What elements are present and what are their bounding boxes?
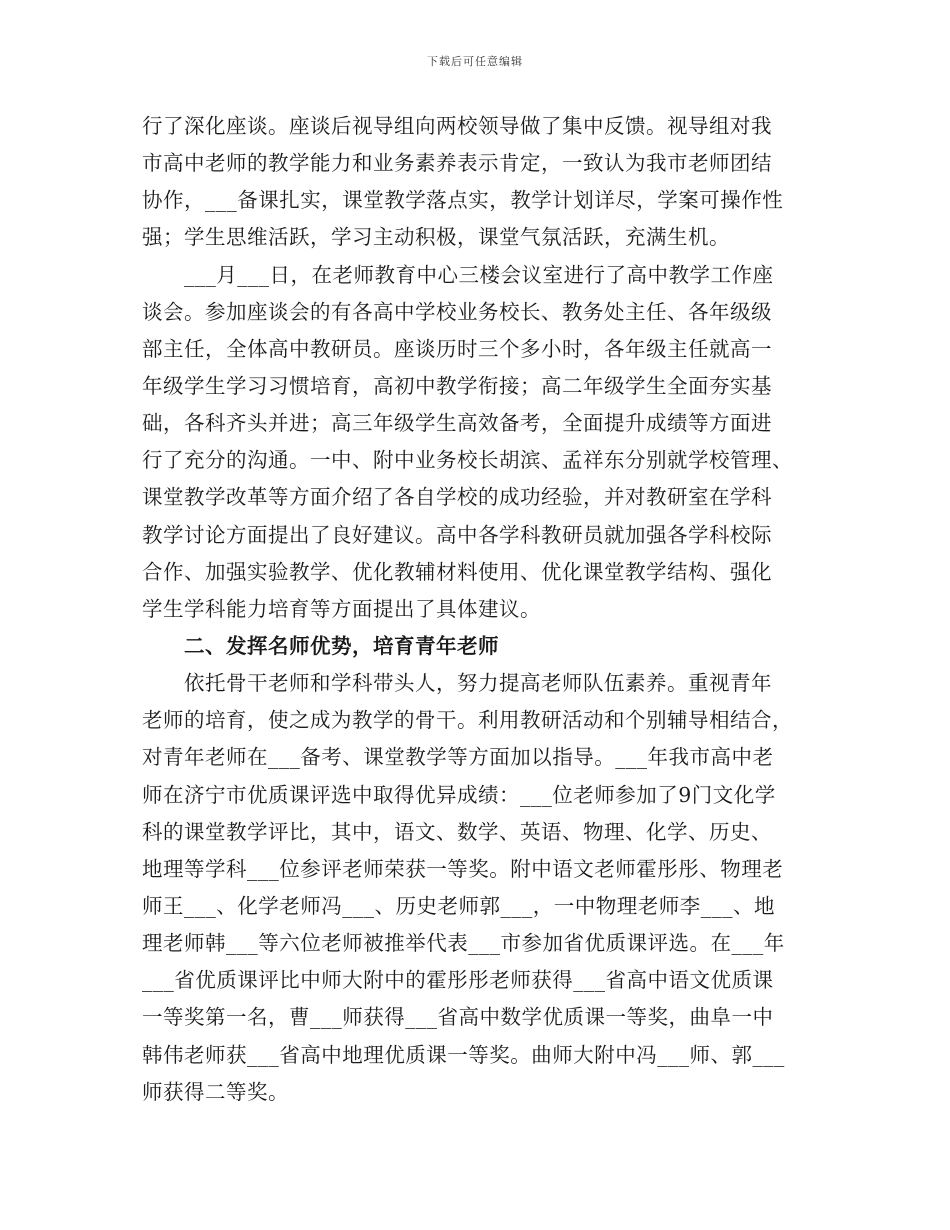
page-header: 下载后可任意编辑 [427, 55, 523, 68]
body-line: 行了充分的沟通。一中、附中业务校长胡滨、孟祥东分别就学校管理、 [142, 448, 793, 473]
body-line: 科的课堂教学评比，其中，语文、数学、英语、物理、化学、历史、 [142, 819, 772, 844]
body-line: 年级学生学习习惯培育，高初中教学衔接；高二年级学生全面夯实基 [142, 373, 772, 398]
body-line: 教学讨论方面提出了良好建议。高中各学科教研员就加强各学科校际 [142, 522, 772, 547]
body-line: 谈会。参加座谈会的有各高中学校业务校长、教务处主任、各年级级 [142, 299, 772, 324]
body-line: 师王___、化学老师冯___、历史老师郭___，一中物理老师李___、地 [142, 893, 775, 918]
body-line: ___省优质课评比中师大附中的霍彤彤老师获得___省高中语文优质课 [142, 968, 774, 993]
body-line: 协作，___备课扎实，课堂教学落点实，教学计划详尽，学案可操作性 [142, 188, 784, 213]
section-heading: 二、发挥名师优势，培育青年老师 [184, 633, 499, 658]
body-line: 师获得二等奖。 [142, 1079, 289, 1104]
body-line: 合作、加强实验教学、优化教辅材料使用、优化课堂教学结构、强化 [142, 559, 772, 584]
body-line: 部主任，全体高中教研员。座谈历时三个多小时，各年级主任就高一 [142, 336, 772, 361]
body-line: 理老师韩___等六位老师被推举代表___市参加省优质课评选。在___年 [142, 931, 785, 956]
body-line: 地理等学科___位参评老师荣获一等奖。附中语文老师霍彤彤、物理老 [142, 856, 784, 881]
body-line: 师在济宁市优质课评选中取得优异成绩：___位老师参加了9门文化学 [142, 782, 776, 807]
body-line: 础，各科齐头并进；高三年级学生高效备考，全面提升成绩等方面进 [142, 411, 772, 436]
body-line: 老师的培育，使之成为教学的骨干。利用教研活动和个别辅导相结合， [142, 708, 793, 733]
body-line: 一等奖第一名，曹___师获得___省高中数学优质课一等奖，曲阜一中 [142, 1005, 774, 1030]
body-line: 市高中老师的教学能力和业务素养表示肯定，一致认为我市老师团结 [142, 151, 772, 176]
document-body [142, 108, 817, 1111]
paragraph-start-line: ___月___日，在老师教育中心三楼会议室进行了高中教学工作座 [184, 262, 774, 287]
body-line: 强；学生思维活跃，学习主动积极，课堂气氛活跃，充满生机。 [142, 225, 730, 250]
body-line: 课堂教学改革等方面介绍了各自学校的成功经验，并对教研室在学科 [142, 485, 772, 510]
body-line: 韩伟老师获___省高中地理优质课一等奖。曲师大附中冯___师、郭___ [142, 1042, 785, 1067]
body-line: 学生学科能力培育等方面提出了具体建议。 [142, 596, 541, 621]
body-line: 对青年老师在___备考、课堂教学等方面加以指导。___年我市高中老 [142, 745, 774, 770]
body-line: 行了深化座谈。座谈后视导组向两校领导做了集中反馈。视导组对我 [142, 114, 772, 138]
paragraph-start-line: 依托骨干老师和学科带头人，努力提高老师队伍素养。重视青年 [184, 671, 772, 696]
